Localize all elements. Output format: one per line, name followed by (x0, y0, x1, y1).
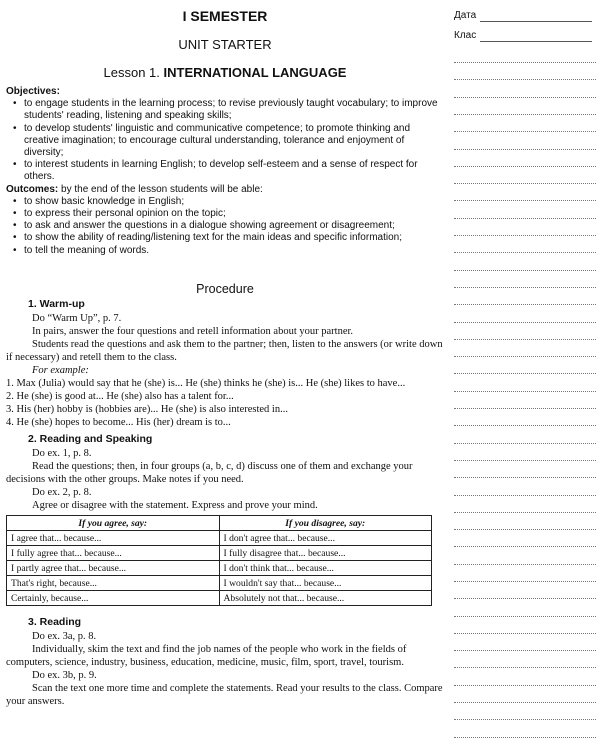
objectives-list (6, 98, 444, 183)
warmup-heading: 1. Warm-up (28, 298, 85, 310)
outcomes-list (6, 196, 444, 257)
note-line (454, 235, 596, 236)
agree-disagree-table (6, 515, 432, 606)
procedure-body (6, 298, 444, 708)
table-row (7, 591, 432, 606)
table-cell: Certainly, because... (7, 591, 220, 606)
table-row (7, 561, 432, 576)
reading-heading: 3. Reading (28, 616, 82, 628)
outcomes-label: Outcomes: (6, 183, 59, 195)
table-header: If you disagree, say: (219, 516, 432, 531)
table-header: If you agree, say: (7, 516, 220, 531)
reading-line: Do ex. 3a, p. 8. (32, 631, 97, 642)
note-line (454, 356, 596, 357)
note-line (454, 650, 596, 651)
reading-text (6, 630, 444, 708)
table-row (7, 546, 432, 561)
table-cell: I fully disagree that... because... (219, 546, 432, 561)
note-line (454, 114, 596, 115)
table-cell: I don't agree that... because... (219, 531, 432, 546)
note-line (454, 270, 596, 271)
objectives-label: Objectives: (6, 86, 60, 97)
semester-title: I SEMESTER (182, 8, 268, 24)
note-line (454, 685, 596, 686)
outcome-item: • to tell the meaning of words. (24, 245, 444, 257)
note-line (454, 425, 596, 426)
note-line (454, 546, 596, 547)
note-line (454, 443, 596, 444)
rs-line: Agree or disagree with the statement. Express and prove your mind. (32, 500, 318, 511)
procedure-title: Procedure (196, 282, 254, 296)
note-line (454, 166, 596, 167)
class-label: Клас (454, 30, 477, 41)
note-line (454, 373, 596, 374)
note-line (454, 304, 596, 305)
note-line (454, 339, 596, 340)
example-item: 1. Max (Julia) would say that he (she) is... He (she) thinks he (she) is... He (she) likes to have... (6, 378, 406, 389)
lesson-prefix: Lesson 1. (103, 65, 160, 80)
table-cell: I fully agree that... because... (7, 546, 220, 561)
note-line (454, 252, 596, 253)
rs-line: Do ex. 1, p. 8. (32, 448, 92, 459)
note-line (454, 97, 596, 98)
note-line (454, 598, 596, 599)
note-line (454, 512, 596, 513)
reading-speaking-heading: 2. Reading and Speaking (28, 433, 153, 445)
outcome-item: • to ask and answer the questions in a dialogue showing agreement or disagreement; (24, 220, 444, 232)
example-item: 3. His (her) hobby is (hobbies are)... He (she) is also interested in... (6, 404, 288, 415)
example-item: 4. He (she) hopes to become... His (her) dream is to... (6, 417, 231, 428)
table-cell: I agree that... because... (7, 531, 220, 546)
warmup-line: Do “Warm Up”, p. 7. (32, 313, 122, 324)
objectives-outcomes (6, 86, 444, 257)
note-line (454, 149, 596, 150)
note-line (454, 408, 596, 409)
warmup-line: Students read the questions and ask them to the partner; then, listen to the answers (or write down if necessary) and retell them to the class. (6, 339, 443, 363)
outcomes-intro: by the end of the lesson students will be able: (58, 183, 263, 195)
outcome-item: • to show the ability of reading/listening text for the main ideas and specific information; (24, 232, 444, 244)
date-label: Дата (454, 10, 477, 21)
warmup-text (6, 312, 444, 429)
lesson-title (0, 65, 450, 80)
note-line (454, 495, 596, 496)
reading-line: Do ex. 3b, p. 9. (32, 670, 97, 681)
table-header-row (7, 516, 432, 531)
rs-line: Read the questions; then, in four groups (a, b, c, d) discuss one of them and exchange your decisions with the other groups. Make notes if you need. (6, 461, 413, 485)
note-line (454, 633, 596, 634)
note-line (454, 719, 596, 720)
note-line (454, 477, 596, 478)
date-field-line (480, 21, 592, 22)
class-field-line (480, 41, 592, 42)
rs-line: Do ex. 2, p. 8. (32, 487, 92, 498)
outcome-item: • to show basic knowledge in English; (24, 196, 444, 208)
note-line (454, 702, 596, 703)
reading-line: Individually, skim the text and find the job names of the people who work in the fields of computers, science, industry, business, education, medicine, music, film, sport, travel, tourism. (6, 644, 407, 668)
note-line (454, 131, 596, 132)
table-row (7, 531, 432, 546)
objective-item: • to interest students in learning English; to develop self-esteem and a sense of respect for others. (24, 159, 444, 183)
example-item: 2. He (she) is good at... He (she) also has a talent for... (6, 391, 234, 402)
note-line (454, 322, 596, 323)
note-line (454, 391, 596, 392)
note-line (454, 564, 596, 565)
note-line (454, 529, 596, 530)
table-cell: That's right, because... (7, 576, 220, 591)
lesson-name: INTERNATIONAL LANGUAGE (163, 65, 347, 80)
note-line (454, 79, 596, 80)
note-line (454, 183, 596, 184)
note-line (454, 737, 596, 738)
reading-speaking-text (6, 447, 444, 512)
note-line (454, 667, 596, 668)
reading-line: Scan the text one more time and complete the statements. Read your results to the class. Compare your answers. (6, 683, 443, 707)
unit-title: UNIT STARTER (178, 37, 272, 52)
warmup-line: In pairs, answer the four questions and retell information about your partner. (32, 326, 354, 337)
note-line (454, 62, 596, 63)
table-row (7, 576, 432, 591)
objective-item: • to develop students' linguistic and communicative competence; to promote thinking and creative imagination; to encourage cultural understanding, tolerance and enjoyment of diversity; (24, 123, 444, 160)
outcome-item: • to express their personal opinion on the topic; (24, 208, 444, 220)
example-label: For example: (32, 365, 89, 376)
note-line (454, 616, 596, 617)
objective-item: • to engage students in the learning process; to revise previously taught vocabulary; to improve students' reading, listening and speaking skills; (24, 98, 444, 122)
note-line (454, 200, 596, 201)
table-cell: Absolutely not that... because... (219, 591, 432, 606)
note-line (454, 287, 596, 288)
note-line (454, 581, 596, 582)
table-cell: I partly agree that... because... (7, 561, 220, 576)
table-cell: I wouldn't say that... because... (219, 576, 432, 591)
note-line (454, 218, 596, 219)
table-cell: I don't think that... because... (219, 561, 432, 576)
note-line (454, 460, 596, 461)
outcomes-line (6, 184, 444, 196)
